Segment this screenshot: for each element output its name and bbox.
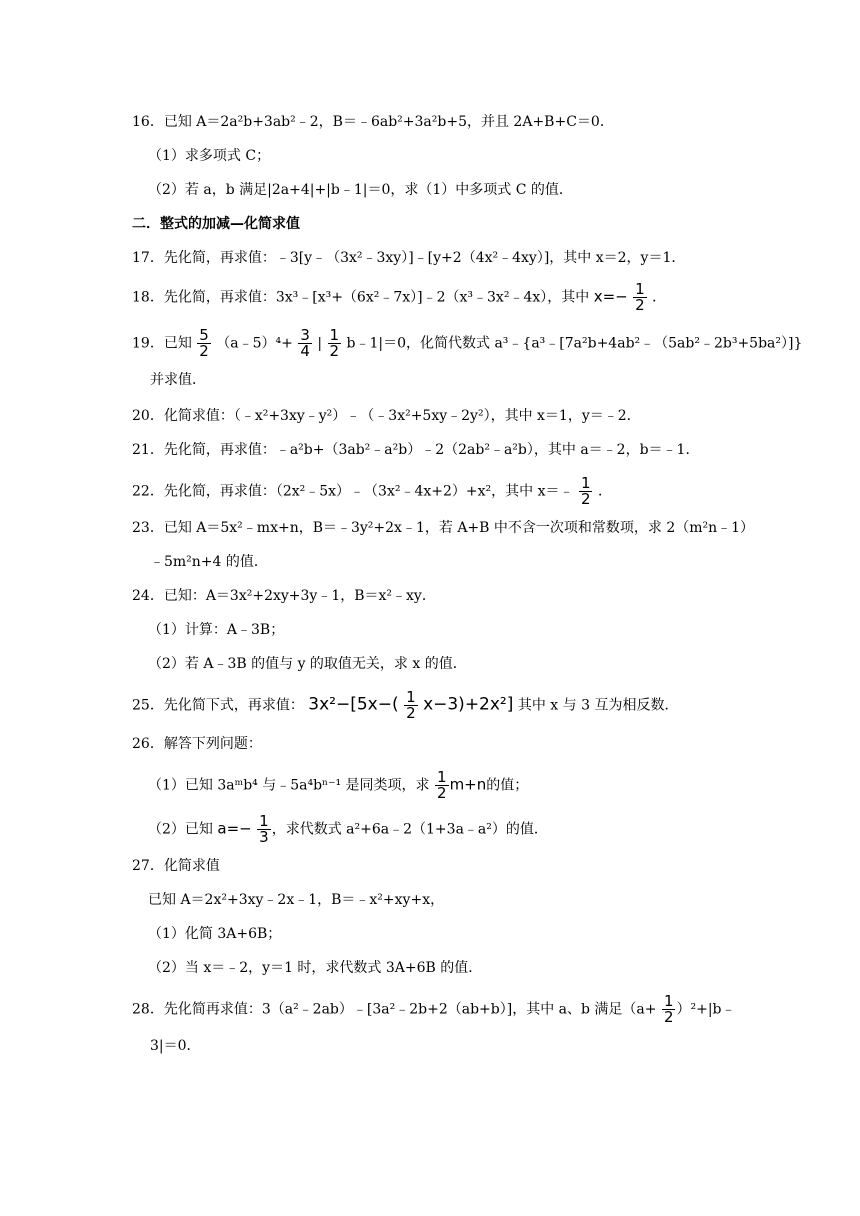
question-26-part-2-text: （2）已知 xyxy=(148,821,213,838)
question-28-text: 28．先化简再求值：3（a²﹣2ab）﹣[3a²﹣2b+2（ab+b）]，其中 a、b 满足（a+ xyxy=(132,1001,657,1018)
question-23-line-2: ﹣5m²n+4 的值． xyxy=(150,554,268,570)
question-16-part-1: （1）求多项式 C； xyxy=(148,148,271,164)
question-19-term-2: b﹣1|＝0 xyxy=(346,335,407,352)
question-25-text: 25．先化简下式，再求值： xyxy=(132,697,304,714)
question-19 xyxy=(132,328,802,359)
question-19-abs-open: | xyxy=(317,335,323,352)
question-24-part-1: （1）计算：A﹣3B； xyxy=(148,622,285,638)
question-26: 26．解答下列问题： xyxy=(132,736,262,752)
fraction-one-half: $\frac{1}{2}$ xyxy=(329,326,340,360)
fraction-one-half: $\frac{1}{2}$ xyxy=(580,474,591,508)
question-21: 21．先化简，再求值：﹣a²b+（3ab²﹣a²b）﹣2（2ab²﹣a²b），其中 a＝﹣2，b＝﹣1． xyxy=(132,442,700,458)
question-26-m-plus-n: m+n xyxy=(449,775,487,794)
question-26-part-1 xyxy=(148,770,528,801)
question-25-expression-b: x−3)+2x²] xyxy=(423,694,514,715)
fraction-one-half: $\frac{1}{2}$ xyxy=(406,688,416,722)
question-26-part-1-tail: 的值； xyxy=(486,777,529,794)
question-28-line-2: 3|＝0． xyxy=(150,1038,201,1054)
fraction-one-half: $\frac{1}{2}$ xyxy=(635,280,645,314)
question-16: 16．已知 A＝2a²b+3ab²﹣2，B＝﹣6ab²+3a²b+5，并且 2A+B+C＝0． xyxy=(132,114,614,130)
question-26-a-value: a=− xyxy=(217,819,252,838)
question-19-term-1: （a﹣5）⁴+ xyxy=(216,335,293,352)
question-18-x-value: x=− xyxy=(593,287,628,306)
question-27-part-1: （1）化简 3A+6B； xyxy=(148,926,282,942)
question-19-text: ，化简代数式 a³﹣{a³﹣[7a²b+4ab²﹣（5ab²﹣2b³+5ba²）]} xyxy=(406,335,803,352)
fraction-one-third: $\frac{1}{3}$ xyxy=(259,812,269,846)
question-18-period: ． xyxy=(652,289,667,306)
question-22-text: 22．先化简，再求值：（2x²﹣5x）﹣（3x²﹣4x+2）+x²，其中 x＝﹣ xyxy=(132,483,574,500)
question-27-given: 已知 A＝2x²+3xy﹣2x﹣1，B＝﹣x²+xy+x， xyxy=(148,892,445,908)
question-26-part-2-tail: ，求代数式 a²+6a﹣2（1+3a﹣a²）的值． xyxy=(271,821,548,838)
question-24: 24．已知：A＝3x²+2xy+3y﹣1，B＝x²﹣xy． xyxy=(132,588,436,604)
fraction-one-half: $\frac{1}{2}$ xyxy=(663,992,674,1026)
question-19-line-2: 并求值． xyxy=(150,372,206,388)
question-26-part-2 xyxy=(148,814,548,845)
question-16-part-2: （2）若 a，b 满足|2a+4|+|b﹣1|＝0，求（1）中多项式 C 的值． xyxy=(148,182,573,198)
question-17: 17．先化简，再求值：﹣3[y﹣（3x²﹣3xy）]﹣[y+2（4x²﹣4xy）]，其中 x＝2，y＝1． xyxy=(132,250,686,266)
question-25-tail: 其中 x 与 3 互为相反数． xyxy=(517,697,679,714)
question-27: 27．化简求值 xyxy=(132,858,220,874)
question-20: 20．化简求值：（﹣x²+3xy﹣y²）﹣（﹣3x²+5xy﹣2y²），其中 x＝1，y＝﹣2． xyxy=(132,408,641,424)
question-22 xyxy=(132,476,612,507)
question-27-part-2: （2）当 x＝﹣2，y＝1 时，求代数式 3A+6B 的值． xyxy=(148,960,483,976)
question-25-expression-a: 3x²−[5x−( xyxy=(308,694,399,715)
question-25 xyxy=(132,690,678,721)
question-28-text-tail: ）²+|b﹣ xyxy=(676,1001,736,1018)
question-19-number: 19．已知 xyxy=(132,335,192,352)
question-28 xyxy=(132,994,736,1025)
question-18 xyxy=(132,282,666,313)
question-22-period: ． xyxy=(597,483,612,500)
fraction-five-halves: $\frac{5}{2}$ xyxy=(199,326,209,360)
section-heading: 二．整式的加减—化简求值 xyxy=(132,216,300,232)
question-23: 23．已知 A＝5x²﹣mx+n，B＝﹣3y²+2x﹣1，若 A+B 中不含一次项和常数项，求 2（m²n﹣1） xyxy=(132,520,755,536)
question-18-text: 18．先化简，再求值：3x³﹣[x³+（6x²﹣7x）]﹣2（x³﹣3x²﹣4x），其中 xyxy=(132,289,590,306)
question-24-part-2: （2）若 A﹣3B 的值与 y 的取值无关，求 x 的值． xyxy=(148,656,467,672)
fraction-one-half: $\frac{1}{2}$ xyxy=(437,768,447,802)
fraction-three-quarters: $\frac{3}{4}$ xyxy=(300,326,310,360)
question-26-part-1-text: （1）已知 3aᵐb⁴ 与﹣5a⁴bⁿ⁻¹ 是同类项，求 xyxy=(148,777,430,794)
